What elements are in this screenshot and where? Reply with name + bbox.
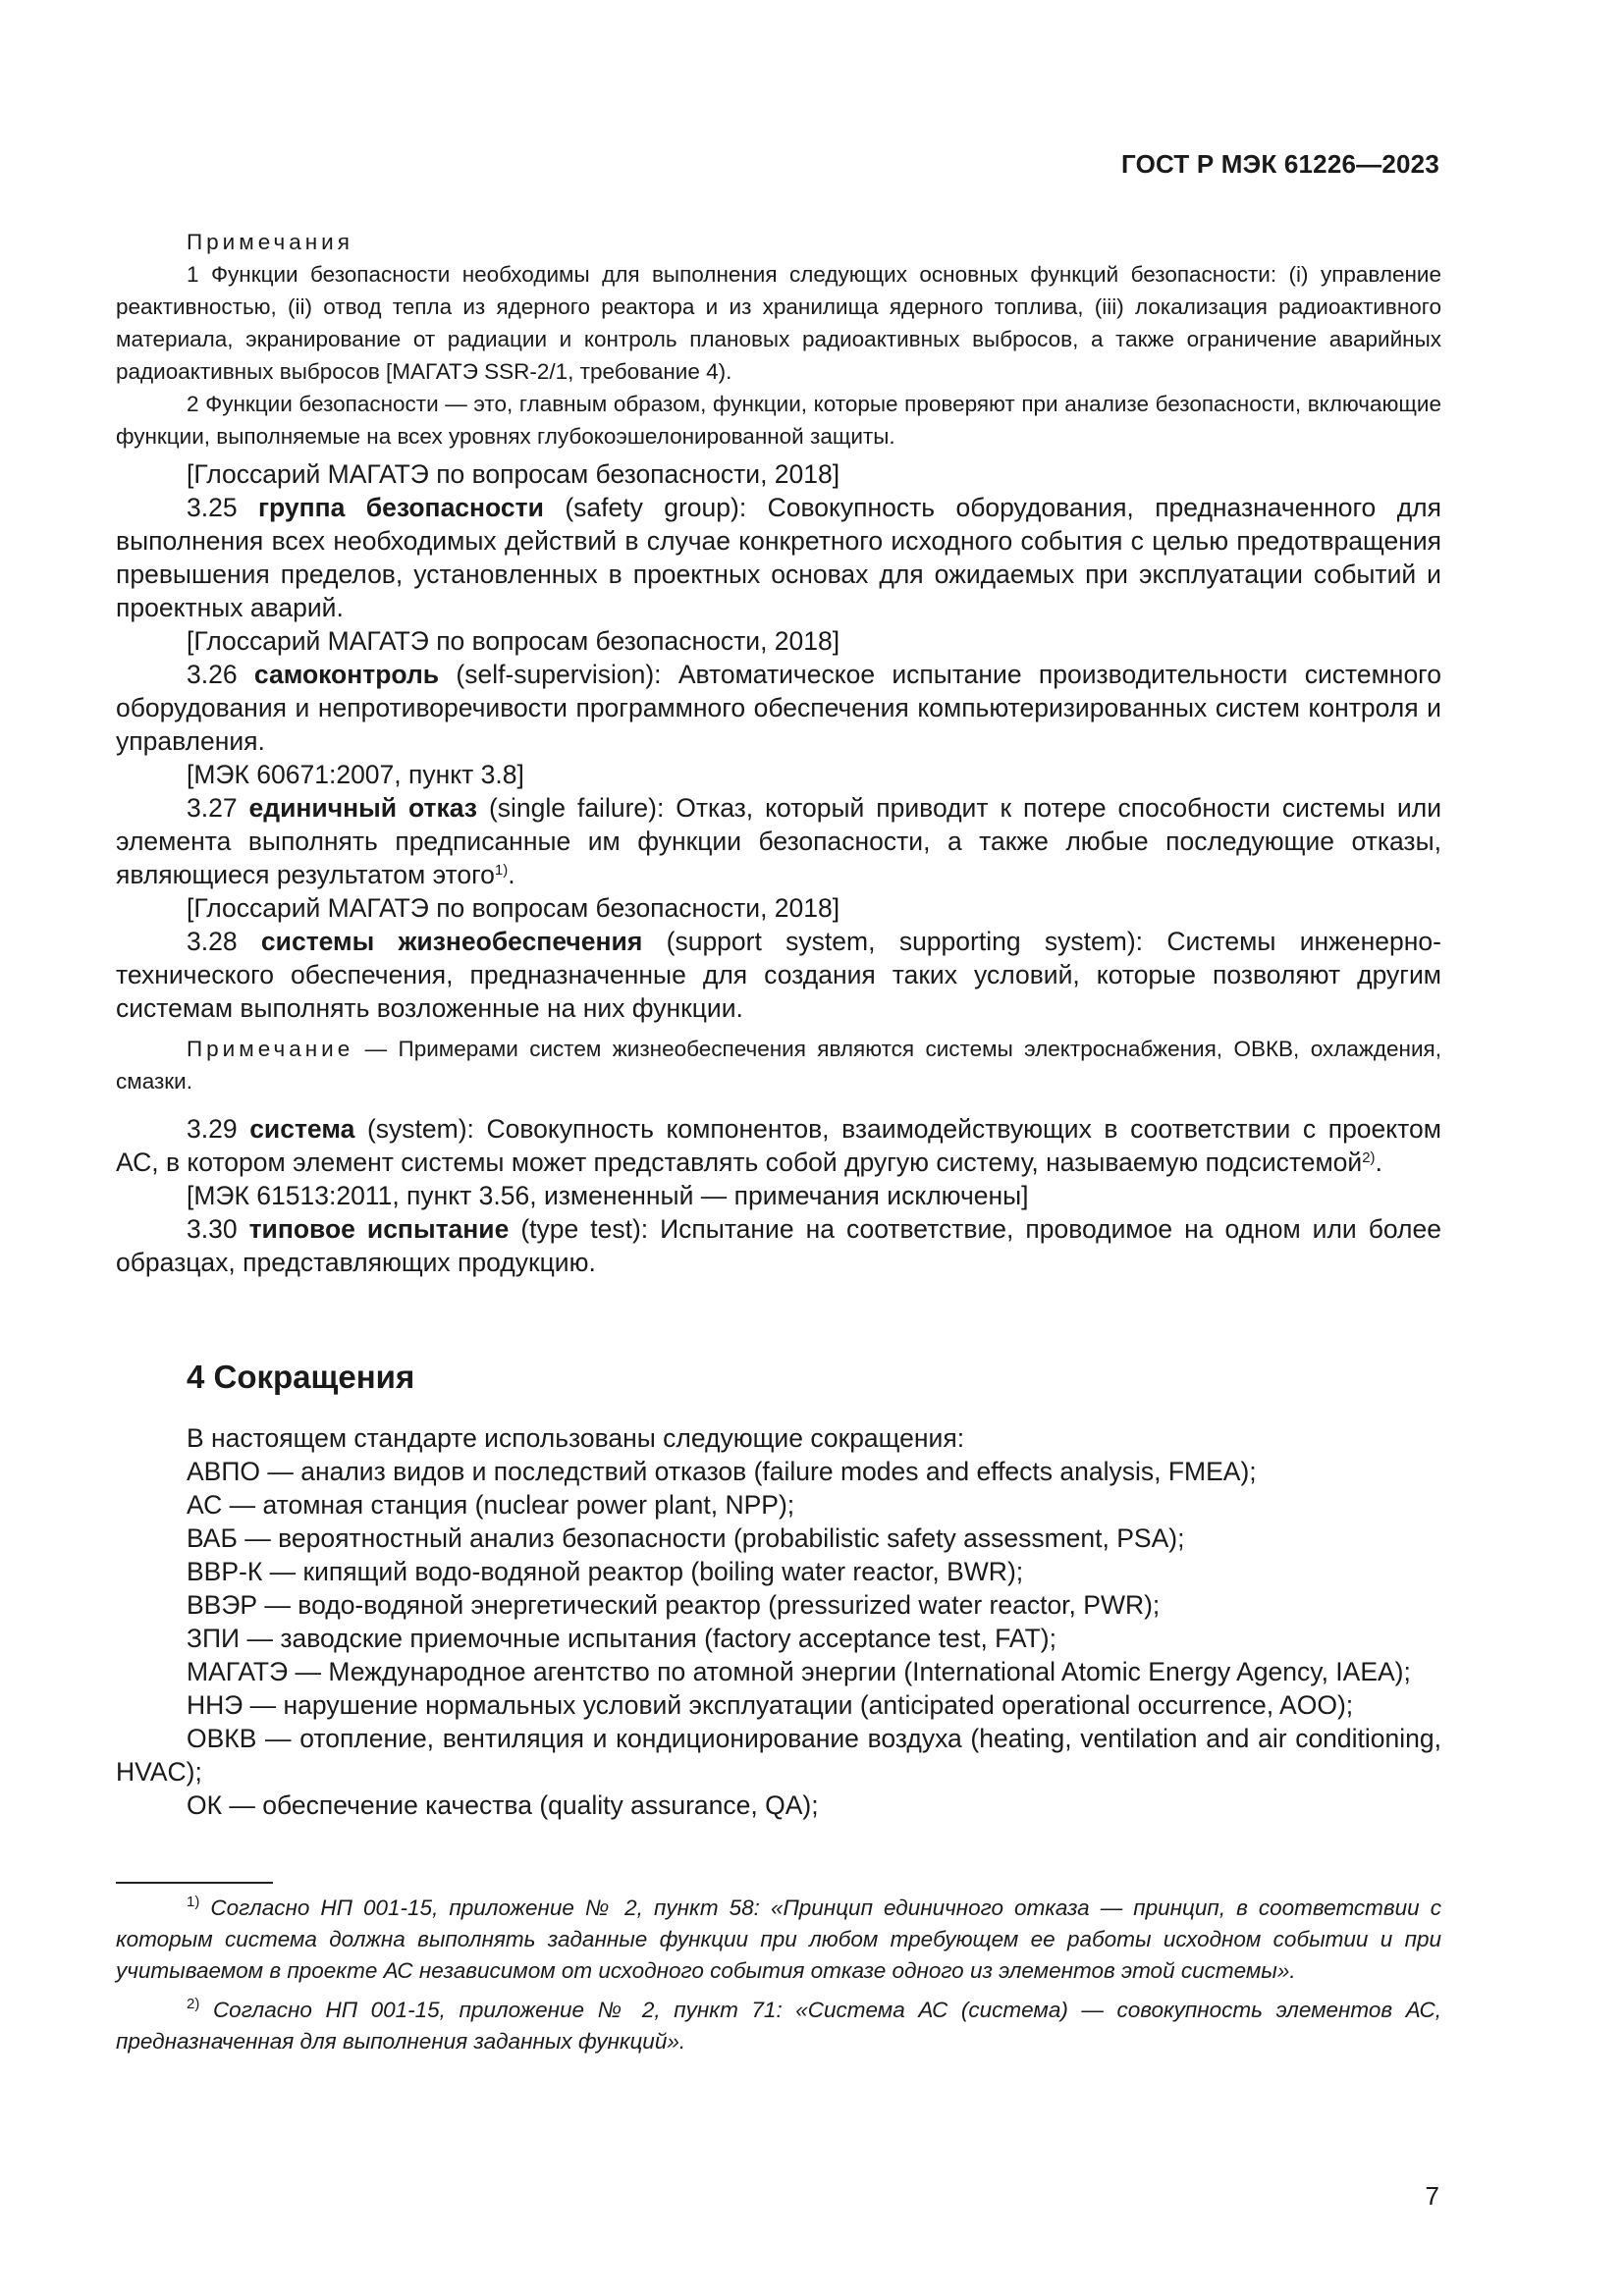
- note-1: 1 Функции безопасности необходимы для выполнения следующих основных функций безопасности: (i) управление реактивностью, (ii) отвод тепла из ядерного реактора и из хранилища ядерного топлива, (iii) локализация радиоактивного материала, экранирование от радиации и контроль плановых радиоактивных выбросов, а также ограничение аварийных радиоактивных выбросов [МАГАТЭ SSR-2/1, требование 4).: [116, 262, 1441, 384]
- source-ref: [Глоссарий МАГАТЭ по вопросам безопасности, 2018]: [187, 893, 840, 923]
- source-ref: [МЭК 60671:2007, пункт 3.8]: [187, 760, 524, 789]
- term-3-28: 3.28 системы жизнеобеспечения (support system, supporting system): Системы инженерно-технического обеспечения, предназначенные для создания таких условий, которые позволяют другим системам выполнять возложенные на них функции.: [116, 927, 1441, 1023]
- notes-title: Примечания: [187, 230, 353, 254]
- term-3-29: 3.29 система (system): Совокупность компонентов, взаимодействующих в соответствии с проектом АС, в котором элемент системы может представлять собой другую систему, называемую подсистемой$^{2)}$.: [116, 1114, 1441, 1177]
- footnote-ref-1: 1): [494, 862, 509, 879]
- list-item: ОК — обеспечение качества (quality assurance, QA);: [187, 1790, 819, 1820]
- section-title: 4 Сокращения: [187, 1359, 415, 1395]
- footnote-divider: [116, 1882, 273, 1884]
- source-ref: [Глоссарий МАГАТЭ по вопросам безопасности, 2018]: [187, 626, 840, 656]
- term-3-26: 3.26 самоконтроль (self-supervision): Автоматическое испытание производительности системного оборудования и непротиворечивости программного обеспечения компьютеризированных систем контроля и управления.: [116, 660, 1442, 756]
- document-header: ГОСТ Р МЭК 61226—2023: [1120, 149, 1439, 179]
- notes-block: [116, 226, 1441, 453]
- source-ref: [МЭК 61513:2011, пункт 3.56, измененный — примечания исключены]: [187, 1181, 1029, 1210]
- footnote-2: $^{2)}$ Согласно НП 001-15, приложение № 2, пункт 71: «Система АС (система) — совокупность элементов АС, предназначенная для выполнения заданных функций».: [116, 1996, 1441, 2054]
- footnotes: [116, 1893, 1441, 2065]
- list-item: АС — атомная станция (nuclear power plant, NPP);: [187, 1490, 795, 1520]
- list-item: ВВР-К — кипящий водо-водяной реактор (boiling water reactor, BWR);: [187, 1557, 1024, 1586]
- terms-block-2: [116, 1112, 1441, 1279]
- abbrev-intro: В настоящем стандарте использованы следующие сокращения:: [187, 1423, 965, 1453]
- list-item: МАГАТЭ — Международное агентство по атомной энергии (International Atomic Energy Agency, IAEA);: [187, 1657, 1411, 1686]
- list-item: ВАБ — вероятностный анализ безопасности (probabilistic safety assessment, PSA);: [187, 1523, 1185, 1553]
- terms-block-1: [116, 457, 1441, 1025]
- list-item: ННЭ — нарушение нормальных условий эксплуатации (anticipated operational occurrence, AOO);: [187, 1690, 1354, 1720]
- list-item: ВВЭР — водо-водяной энергетический реактор (pressurized water reactor, PWR);: [187, 1590, 1161, 1620]
- footnote-ref-2: 2): [1362, 1149, 1376, 1166]
- abbreviations-list: [116, 1421, 1441, 1822]
- term-3-27: 3.27 единичный отказ (single failure): Отказ, который приводит к потере способности системы или элемента выполнять предписанные им функции безопасности, а также любые последующие отказы, являющиеся результатом этого$^{1)}$.: [116, 793, 1441, 889]
- note-2: 2 Функции безопасности — это, главным образом, функции, которые проверяют при анализе безопасности, включающие функции, выполняемые на всех уровнях глубокоэшелонированной защиты.: [116, 392, 1441, 449]
- list-item: ОВКВ — отопление, вентиляция и кондиционирование воздуха (heating, ventilation and air conditioning, HVAC);: [116, 1724, 1441, 1787]
- term-3-30: 3.30 типовое испытание (type test): Испытание на соответствие, проводимое на одном или более образцах, представляющих продукцию.: [116, 1214, 1441, 1277]
- term-3-25: 3.25 группа безопасности (safety group): Совокупность оборудования, предназначенного для выполнения всех необходимых действий в случае конкретного исходного события с целью предотвращения превышения пределов, установленных в проектных основах для ожидаемых при эксплуатации событий и проектных аварий.: [116, 493, 1441, 622]
- list-item: ЗПИ — заводские приемочные испытания (factory acceptance test, FAT);: [187, 1624, 1056, 1653]
- page-number: 7: [1425, 2181, 1439, 2211]
- note-3-28: Примечание — Примерами систем жизнеобеспечения являются системы электроснабжения, ОВКВ, охлаждения, смазки.: [116, 1037, 1441, 1094]
- footnote-1: $^{1)}$ Согласно НП 001-15, приложение № 2, пункт 58: «Принцип единичного отказа — принцип, в соответствии с которым система должна выполнять заданные функции при любом требующем ее работы исходном событии и при учитываемом в проекте АС независимом от исходного события отказе одного из элементов этой системы».: [116, 1894, 1441, 1983]
- source-ref: [Глоссарий МАГАТЭ по вопросам безопасности, 2018]: [187, 459, 840, 489]
- list-item: АВПО — анализ видов и последствий отказов (failure modes and effects analysis, FMEA);: [187, 1457, 1257, 1486]
- note-label: Примечание: [187, 1037, 354, 1061]
